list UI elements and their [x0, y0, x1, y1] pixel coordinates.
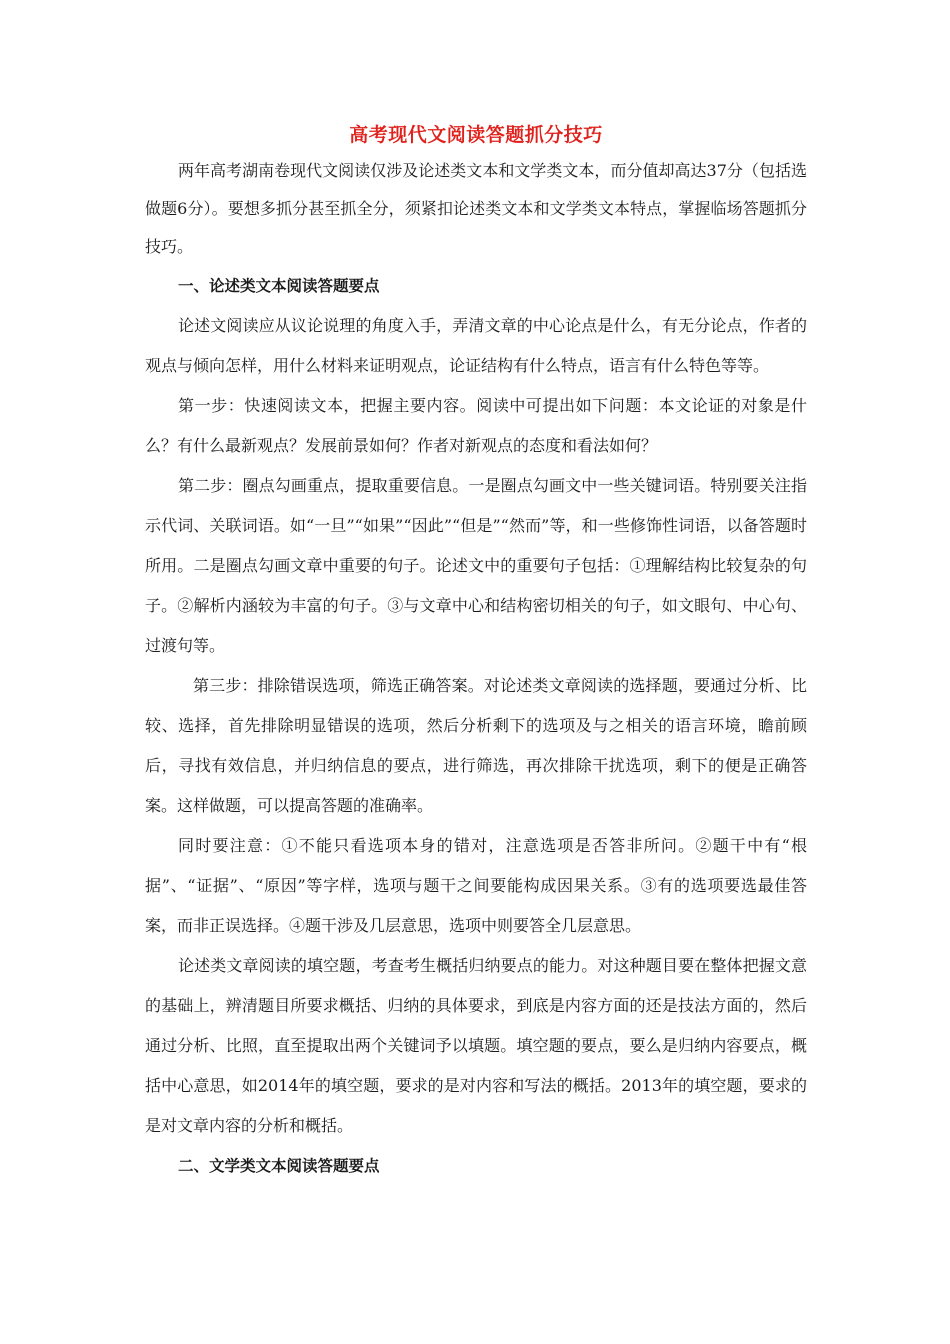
document-title: 高考现代文阅读答题抓分技巧: [349, 124, 603, 146]
document-page: [145, 118, 807, 1186]
paragraph-fill-blank: 论述类文章阅读的填空题，考查考生概括归纳要点的能力。对这种题目要在整体把握文意的基础上，辨清题目所要求概括、归纳的具体要求，到底是内容方面的还是技法方面的，然后通过分析、比照，直至提取出两个关键词予以填题。填空题的要点，要么是归纳内容要点，概括中心意思，如2014年的填空题，要求的是对内容和写法的概括。2013年的填空题，要求的是对文章内容的分析和概括。: [145, 956, 807, 1135]
paragraph-step-one: 第一步：快速阅读文本，把握主要内容。阅读中可提出如下问题：本文论证的对象是什么？有什么最新观点？发展前景如何？作者对新观点的态度和看法如何？: [145, 396, 807, 455]
paragraph-attention-notes: 同时要注意：①不能只看选项本身的错对，注意选项是否答非所问。②题干中有“根据”、“证据”、“原因”等字样，选项与题干之间要能构成因果关系。③有的选项要选最佳答案，而非正误选择。④题干涉及几层意思，选项中则要答全几层意思。: [145, 836, 807, 935]
intro-paragraph: 两年高考湖南卷现代文阅读仅涉及论述类文本和文学类文本，而分值却高达37分（包括选做题6分）。要想多抓分甚至抓全分，须紧扣论述类文本和文学类文本特点，掌握临场答题抓分技巧。: [145, 161, 807, 256]
section-heading-literary: 二、文学类文本阅读答题要点: [178, 1156, 380, 1175]
paragraph-step-three: 第三步：排除错误选项，筛选正确答案。对论述类文章阅读的选择题，要通过分析、比较、选择，首先排除明显错误的选项，然后分析剩下的选项及与之相关的语言环境，瞻前顾后，寻找有效信息，并归纳信息的要点，进行筛选，再次排除干扰选项，剩下的便是正确答案。这样做题，可以提高答题的准确率。: [145, 676, 807, 815]
paragraph-argumentative-overview: 论述文阅读应从议论说理的角度入手，弄清文章的中心论点是什么，有无分论点，作者的观点与倾向怎样，用什么材料来证明观点，论证结构有什么特点，语言有什么特色等等。: [145, 316, 807, 375]
paragraph-step-two: 第二步：圈点勾画重点，提取重要信息。一是圈点勾画文中一些关键词语。特别要关注指示代词、关联词语。如“一旦”“如果”“因此”“但是”“然而”等，和一些修饰性词语，以备答题时所用。二是圈点勾画文章中重要的句子。论述文中的重要句子包括：①理解结构比较复杂的句子。②解析内涵较为丰富的句子。③与文章中心和结构密切相关的句子，如文眼句、中心句、过渡句等。: [145, 476, 807, 655]
section-heading-argumentative: 一、论述类文本阅读答题要点: [178, 276, 380, 295]
